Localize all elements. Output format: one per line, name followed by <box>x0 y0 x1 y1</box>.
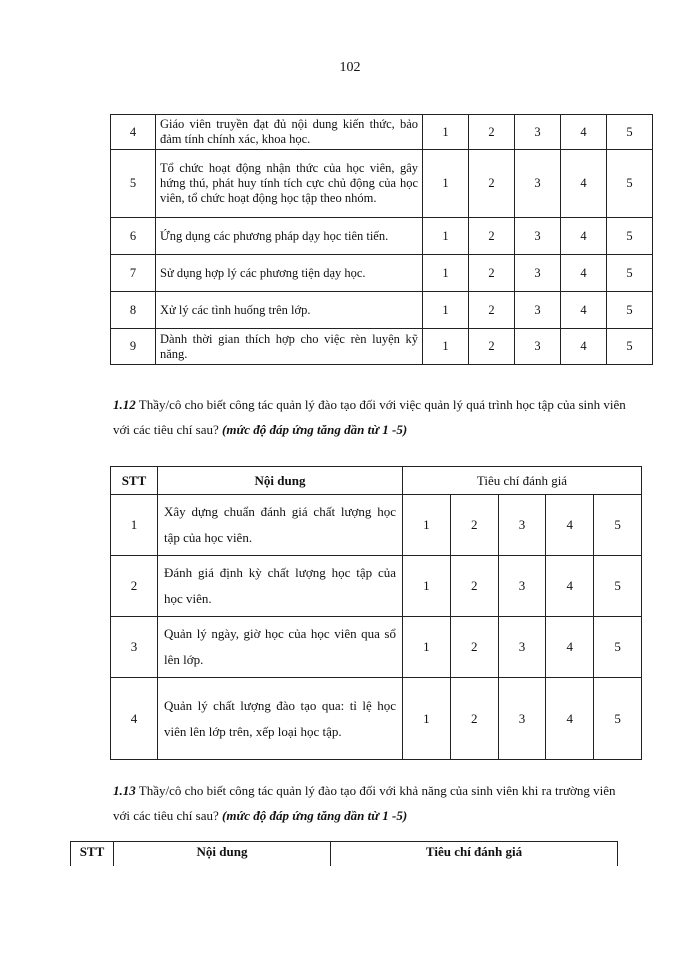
score-option-4: 4 <box>561 329 607 365</box>
criteria-table-teaching <box>110 114 653 365</box>
row-content: Ứng dụng các phương pháp dạy học tiên tiến. <box>156 218 423 255</box>
score-option-4: 4 <box>546 617 594 678</box>
score-option-2: 2 <box>450 556 498 617</box>
score-option-4: 4 <box>561 292 607 329</box>
table-row <box>111 218 653 255</box>
score-option-1: 1 <box>403 556 451 617</box>
score-option-3: 3 <box>515 150 561 218</box>
row-content: Xây dựng chuẩn đánh giá chất lượng học tập của học viên. <box>158 495 403 556</box>
score-option-1: 1 <box>423 115 469 150</box>
row-stt: 6 <box>111 218 156 255</box>
score-option-4: 4 <box>561 150 607 218</box>
score-option-5: 5 <box>594 495 642 556</box>
header-criteria: Tiêu chí đánh giá <box>403 467 642 495</box>
table-row <box>111 115 653 150</box>
score-option-4: 4 <box>546 556 594 617</box>
score-option-2: 2 <box>450 617 498 678</box>
score-option-3: 3 <box>515 292 561 329</box>
question-1-12 <box>113 392 633 442</box>
score-option-5: 5 <box>607 329 653 365</box>
header-content: Nội dung <box>158 467 403 495</box>
table-row <box>111 150 653 218</box>
header-stt: STT <box>71 842 114 867</box>
row-stt: 9 <box>111 329 156 365</box>
table-row <box>111 678 642 760</box>
score-option-5: 5 <box>607 150 653 218</box>
row-stt: 3 <box>111 617 158 678</box>
score-option-3: 3 <box>515 329 561 365</box>
score-option-3: 3 <box>515 218 561 255</box>
score-option-5: 5 <box>607 115 653 150</box>
score-option-3: 3 <box>515 115 561 150</box>
score-option-2: 2 <box>469 329 515 365</box>
question-1-13 <box>113 778 633 828</box>
score-option-2: 2 <box>469 292 515 329</box>
score-option-2: 2 <box>450 495 498 556</box>
score-option-1: 1 <box>403 678 451 760</box>
score-option-3: 3 <box>515 255 561 292</box>
row-content: Đánh giá định kỳ chất lượng học tập của học viên. <box>158 556 403 617</box>
score-option-1: 1 <box>403 617 451 678</box>
row-stt: 1 <box>111 495 158 556</box>
table-row <box>111 329 653 365</box>
question-number: 1.13 <box>113 783 136 798</box>
row-stt: 7 <box>111 255 156 292</box>
score-option-3: 3 <box>498 617 546 678</box>
row-content: Quản lý chất lượng đào tạo qua: tỉ lệ học viên lên lớp trên, xếp loại học tập. <box>158 678 403 760</box>
question-note: (mức độ đáp ứng tăng dần từ 1 -5) <box>222 422 408 437</box>
row-stt: 2 <box>111 556 158 617</box>
criteria-table-graduate-ability <box>70 841 618 866</box>
criteria-table-learning-management <box>110 466 642 760</box>
page-number: 102 <box>339 60 361 75</box>
question-text: Thầy/cô cho biết công tác quản lý đào tạo đối với khả năng của sinh viên khi ra trường viên với các tiêu chí sau? <box>113 783 616 823</box>
row-content: Quản lý ngày, giờ học của học viên qua sổ lên lớp. <box>158 617 403 678</box>
score-option-5: 5 <box>594 556 642 617</box>
score-option-4: 4 <box>546 495 594 556</box>
question-note: (mức độ đáp ứng tăng dần từ 1 -5) <box>222 808 408 823</box>
table-row <box>111 495 642 556</box>
score-option-1: 1 <box>423 329 469 365</box>
row-stt: 8 <box>111 292 156 329</box>
score-option-5: 5 <box>607 218 653 255</box>
score-option-1: 1 <box>403 495 451 556</box>
table-header-row <box>71 842 618 867</box>
score-option-5: 5 <box>594 678 642 760</box>
table-row <box>111 556 642 617</box>
score-option-4: 4 <box>546 678 594 760</box>
score-option-1: 1 <box>423 218 469 255</box>
score-option-2: 2 <box>469 255 515 292</box>
row-content: Xử lý các tình huống trên lớp. <box>156 292 423 329</box>
score-option-3: 3 <box>498 495 546 556</box>
row-content: Giáo viên truyền đạt đủ nội dung kiến thức, bảo đảm tính chính xác, khoa học. <box>156 115 423 150</box>
score-option-2: 2 <box>469 115 515 150</box>
score-option-4: 4 <box>561 115 607 150</box>
table-row <box>111 292 653 329</box>
score-option-2: 2 <box>469 218 515 255</box>
score-option-1: 1 <box>423 255 469 292</box>
score-option-4: 4 <box>561 255 607 292</box>
score-option-5: 5 <box>607 292 653 329</box>
score-option-5: 5 <box>594 617 642 678</box>
score-option-1: 1 <box>423 292 469 329</box>
row-stt: 4 <box>111 115 156 150</box>
score-option-2: 2 <box>450 678 498 760</box>
row-content: Sử dụng hợp lý các phương tiện dạy học. <box>156 255 423 292</box>
score-option-3: 3 <box>498 556 546 617</box>
header-stt: STT <box>111 467 158 495</box>
score-option-5: 5 <box>607 255 653 292</box>
table-row <box>111 617 642 678</box>
question-number: 1.12 <box>113 397 136 412</box>
question-text: Thầy/cô cho biết công tác quản lý đào tạo đối với việc quản lý quá trình học tập của sinh viên với các tiêu chí sau? <box>113 397 626 437</box>
header-content: Nội dung <box>114 842 331 867</box>
score-option-2: 2 <box>469 150 515 218</box>
header-criteria: Tiêu chí đánh giá <box>331 842 618 867</box>
table-row <box>111 255 653 292</box>
score-option-3: 3 <box>498 678 546 760</box>
row-stt: 5 <box>111 150 156 218</box>
row-content: Tổ chức hoạt động nhận thức của học viên, gây hứng thú, phát huy tính tích cực chủ động của học viên, tổ chức hoạt động học tập theo nhóm. <box>156 150 423 218</box>
score-option-1: 1 <box>423 150 469 218</box>
row-stt: 4 <box>111 678 158 760</box>
score-option-4: 4 <box>561 218 607 255</box>
table-header-row <box>111 467 642 495</box>
row-content: Dành thời gian thích hợp cho việc rèn luyện kỹ năng. <box>156 329 423 365</box>
